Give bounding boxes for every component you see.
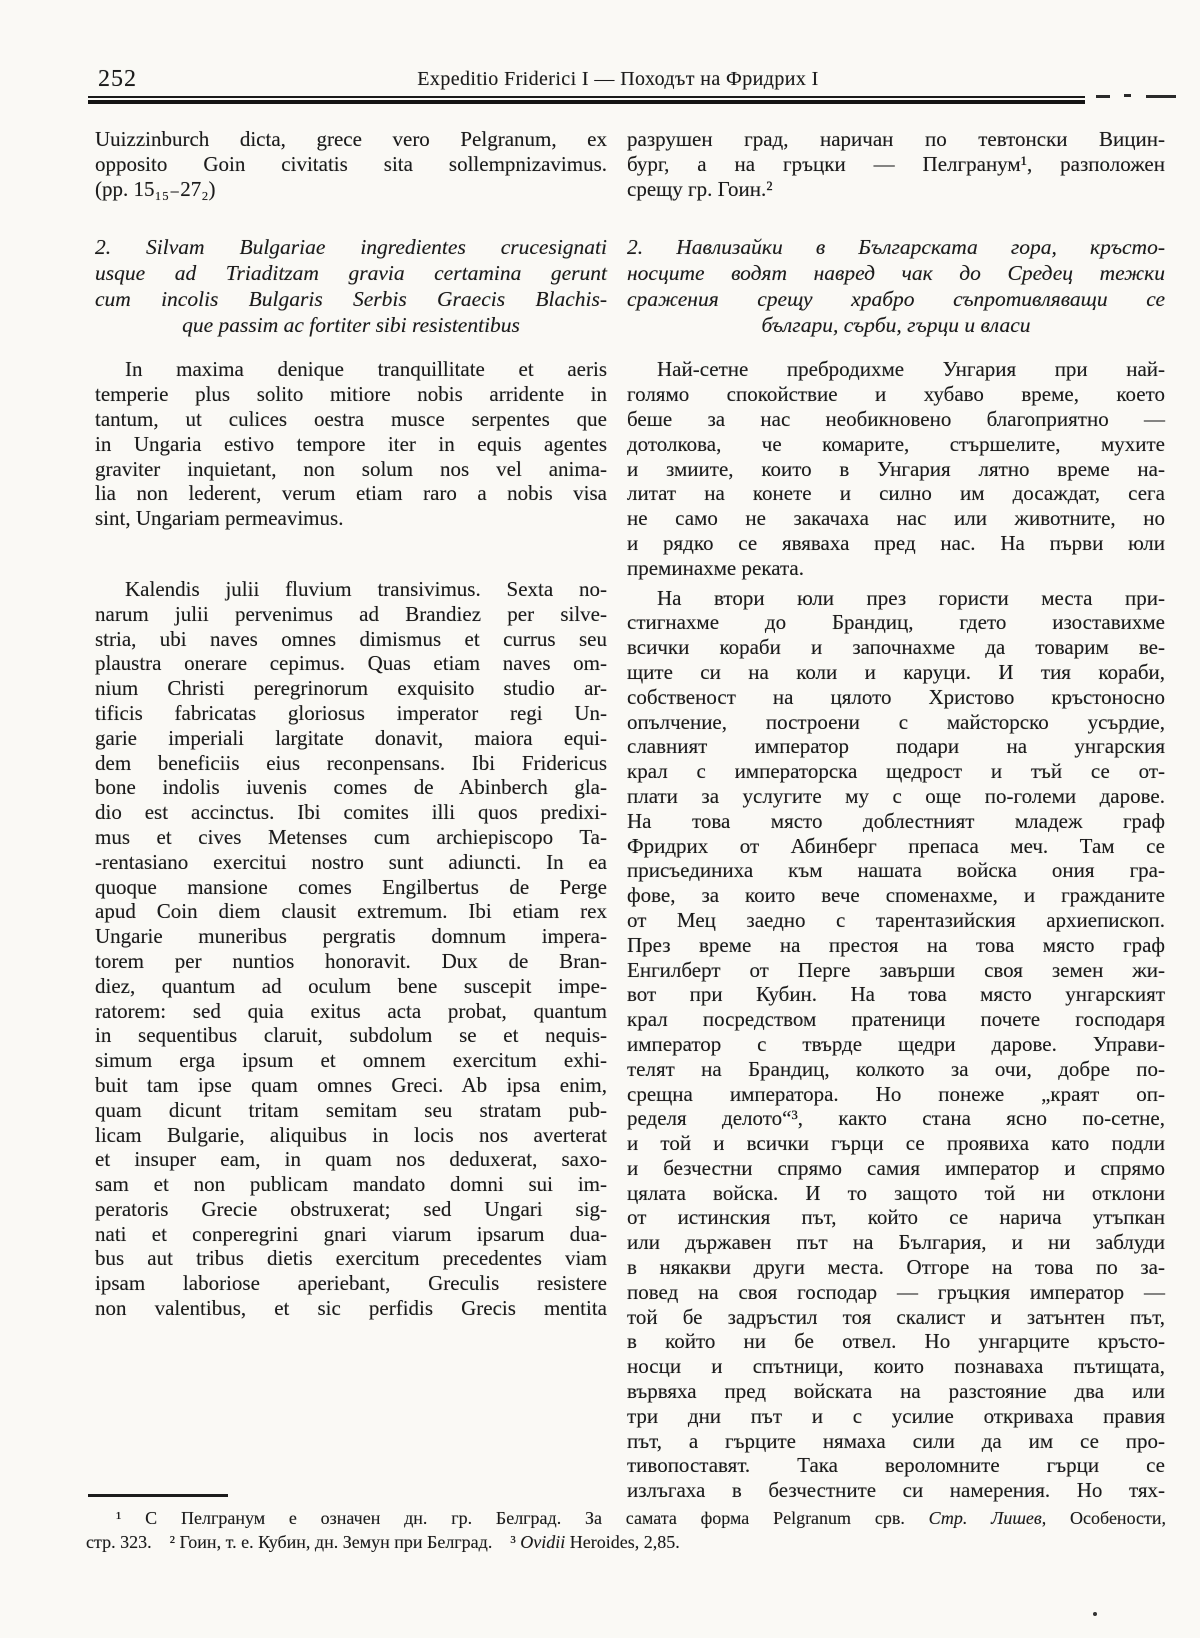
text-line: in Ungaria estivo tempore iter in equis agentes — [95, 431, 607, 456]
text-line: цялата войска. И то защото той ни отклони — [627, 1180, 1165, 1205]
footnote-italic-text: Ovidii — [520, 1532, 566, 1552]
text-line: телят на Брандиц, колкото за очи, добре по- — [627, 1056, 1165, 1081]
text-line: mus et cives Metenses cum archiepiscopo Ta- — [95, 824, 607, 849]
text-line: dio est accinctus. Ibi comites illi quos predixi- — [95, 800, 607, 825]
text-line: срещна императора. Но понеже „краят оп- — [627, 1081, 1165, 1106]
text-line: сражения срещу храбро съпротивляващи се — [627, 287, 1165, 312]
text-line: peratoris Grecie obstruxerat; sed Ungari sig- — [95, 1196, 607, 1221]
text-line: torem per nuntios honoravit. Dux de Bran- — [95, 948, 607, 973]
text-line: щите си на коли и каруци. И тия кораби, — [627, 659, 1165, 684]
text-line: вървяха пред войската на разстояние два или — [627, 1379, 1165, 1404]
text-line: apud Coin diem clausit extremum. Ibi etiam rex — [95, 899, 607, 924]
text-line: крал с императорска щедрост и тъй се от- — [627, 759, 1165, 784]
text-line: плати за услугите му с още по-големи дарове. — [627, 783, 1165, 808]
latin-paragraph-2 — [95, 577, 607, 1321]
text-line: diez, quantum ad oculum bene suscepit impe- — [95, 973, 607, 998]
bulgarian-column — [627, 127, 1165, 1503]
text-line: non valentibus, et sic perfidis Grecis mentita — [95, 1296, 607, 1321]
header-rule-thick — [88, 100, 1085, 104]
header-rule-thin — [88, 96, 1085, 98]
text-line: lia non lederent, verum etiam raro a nobis visa — [95, 481, 607, 506]
text-line: In maxima denique tranquillitate et aeris — [125, 357, 607, 382]
text-line: голямо спокойствие и хубаво време, което — [627, 382, 1165, 407]
text-line: разрушен град, наричан по тевтонски Вицин- — [627, 127, 1165, 151]
text-line: излъгаха в безчестните си намерения. Но тях- — [627, 1478, 1165, 1503]
text-line: българи, сърби, гърци и власи — [761, 313, 1031, 338]
text-line: Най-сетне пребродихме Унгария при най- — [657, 357, 1165, 382]
text-line: и безчестни спрямо самия император и спрямо — [627, 1155, 1165, 1180]
text-line: opposito Goin civitatis sita sollempnizavimus. — [95, 151, 607, 176]
text-line: всички кораби и започнахме да товарим ве- — [627, 635, 1165, 660]
latin-section-heading — [95, 234, 607, 338]
text-line: bus aut tribus dietis exercitum precedentes viam — [95, 1246, 607, 1271]
footnote-text: , Особености, — [1041, 1508, 1167, 1528]
footnote-text: стр. 323. — [86, 1532, 170, 1552]
footnote-line — [86, 1506, 1166, 1530]
text-line: stria, ubi naves omnes dimismus et currus seu — [95, 626, 607, 651]
footnote-separator — [88, 1494, 228, 1497]
text-line: Kalendis julii fluvium transivimus. Sexta no- — [125, 576, 607, 601]
text-line: носци и спътници, които познаваха пътищата, — [627, 1354, 1165, 1379]
bulgarian-continuation-paragraph — [627, 127, 1165, 201]
text-line: 2. Silvam Bulgariae ingredientes crucesignati — [95, 235, 607, 260]
footnote-text: ² Гоин, т. е. Кубин, дн. Земун при Белград. ³ — [169, 1532, 521, 1552]
text-line: sam et non publicam mandato domni sui im- — [95, 1172, 607, 1197]
text-line: quoque mansione comes Engilbertus de Perge — [95, 874, 607, 899]
bulgarian-paragraph-2 — [627, 586, 1165, 1503]
bulgarian-paragraph-1 — [627, 357, 1165, 580]
latin-paragraph-1 — [95, 357, 607, 531]
text-line: литат на конете и силно им досаждат, сега — [627, 481, 1165, 506]
footnote-italic-text: Стр. Лишев — [928, 1508, 1042, 1528]
scan-artifact-dash — [1146, 95, 1176, 98]
text-line: крал посредством пратеници почете господаря — [627, 1007, 1165, 1032]
text-line: в някакви други места. Отгоре на това по за- — [627, 1255, 1165, 1280]
text-line: Енгилберт от Перге завърши своя земен жи- — [627, 957, 1165, 982]
text-line: вот при Кубин. На това място унгарският — [627, 982, 1165, 1007]
text-line: in sequentibus claruit, subdolum se et nequis- — [95, 1023, 607, 1048]
text-line: фове, за които вече споменахме, и гражданите — [627, 883, 1165, 908]
text-line: temperie plus solito mitiore nobis arridente in — [95, 382, 607, 407]
text-line: ratorem: sed quia exitus acta probat, quantum — [95, 998, 607, 1023]
text-line: Uuizzinburch dicta, grece vero Pelgranum, ex — [95, 127, 607, 151]
text-line: не само не закачаха нас или животните, но — [627, 506, 1165, 531]
text-line: и змиите, които в Унгария лятно време на- — [627, 456, 1165, 481]
text-line: sint, Ungariam permeavimus. — [95, 506, 344, 531]
text-line: nium Christi peregrinorum exquisito studio ar- — [95, 676, 607, 701]
text-line: -rentasiano exercitui nostro sunt adiuncti. In ea — [95, 849, 607, 874]
footnote-text: ¹ С Пелгранум е означен дн. гр. Белград. За самата форма Pelgranum срв. — [116, 1508, 929, 1528]
text-line: quam dicunt tritam semitam seu stratam pub- — [95, 1097, 607, 1122]
text-line: buit tam ipse quam omnes Greci. Ab ipsa enim, — [95, 1072, 607, 1097]
text-line: narum julii pervenimus ad Brandiez per silve- — [95, 601, 607, 626]
text-line: dem beneficiis eius reconpensans. Ibi Fridericus — [95, 750, 607, 775]
text-line: ipsam laboriose aperiebant, Greculis resistere — [95, 1271, 607, 1296]
scan-artifact-dot — [1093, 1612, 1097, 1616]
text-line: опълчение, построени с майсторско усърдие, — [627, 709, 1165, 734]
footnote-text: Heroides, 2,85. — [565, 1532, 680, 1552]
text-line: Фридрих от Абинберг препаса меч. Там се — [627, 833, 1165, 858]
text-line: от Мец заедно с тарентазийския архиепископ. — [627, 907, 1165, 932]
text-line: повед на своя господар — гръцкия император — — [627, 1279, 1165, 1304]
text-line: tantum, ut culices oestra musce serpentes que — [95, 406, 607, 431]
latin-continuation-paragraph — [95, 127, 607, 201]
text-line: На това място доблестният младеж граф — [627, 808, 1165, 833]
text-line: стигнахме до Брандиц, гдето изоставихме — [627, 610, 1165, 635]
text-line: дотолкова, че комарите, стършелите, мухите — [627, 431, 1165, 456]
text-line: три дни път и с усилие откриваха правия — [627, 1403, 1165, 1428]
text-line: той бе задръстил тоя скалист и затънтен път, — [627, 1304, 1165, 1329]
text-line: срещу гр. Гоин.² — [627, 176, 773, 201]
text-line: 2. Навлизайки в Българската гора, кръсто- — [627, 235, 1165, 260]
text-line: славният император подари на унгарския — [627, 734, 1165, 759]
text-line: simum erga ipsum et omnem exercitum exhi- — [95, 1048, 607, 1073]
text-line: бург, а на гръцки — Пелгранум¹, разположен — [627, 151, 1165, 176]
latin-column — [95, 127, 607, 1321]
text-line: и рядко се явяваха пред нас. На първи юли — [627, 530, 1165, 555]
footnote-line — [86, 1530, 1166, 1554]
text-line: собственост на цялото Христово кръстоносно — [627, 684, 1165, 709]
text-line: cum incolis Bulgaris Serbis Graecis Blachis- — [95, 287, 607, 312]
text-line: На втори юли през гористи места при- — [657, 585, 1165, 610]
text-line: (pp. 15₁₅₋27₂) — [95, 176, 216, 201]
text-line: ределя делото“³, както стана ясно по-сетне, — [627, 1106, 1165, 1131]
text-line: присъединиха към нашата войска ония гра- — [627, 858, 1165, 883]
text-line: носците водят навред чак до Средец тежки — [627, 261, 1165, 286]
text-line: преминахме реката. — [627, 555, 804, 580]
text-line: graviter inquietant, non solum nos vel anima- — [95, 456, 607, 481]
text-line: plaustra onerare cepimus. Quas etiam naves om- — [95, 651, 607, 676]
text-line: тивопоставят. Така вероломните гърци се — [627, 1453, 1165, 1478]
scan-artifact-dash — [1096, 95, 1110, 98]
text-line: nati et conperegrini gnari viarum ipsarum dua- — [95, 1221, 607, 1246]
text-line: в който ни бе отвел. Но унгарците кръсто- — [627, 1329, 1165, 1354]
text-line: или държавен път на България, и ни заблуди — [627, 1230, 1165, 1255]
text-line: usque ad Triaditzam gravia certamina gerunt — [95, 261, 607, 286]
text-line: от истинския път, който се нарича утъпкан — [627, 1205, 1165, 1230]
text-line: et insuper eam, in quam nos deduxerat, saxo- — [95, 1147, 607, 1172]
bulgarian-section-heading — [627, 234, 1165, 338]
text-line: път, а гърците нямаха сили да им се про- — [627, 1428, 1165, 1453]
text-line: tificis fabricatas gloriosus imperator regi Un- — [95, 700, 607, 725]
text-line: garie imperiali largitate donavit, maiora equi- — [95, 725, 607, 750]
text-line: и той и всички гърци се проявиха като подли — [627, 1131, 1165, 1156]
footnotes — [86, 1506, 1166, 1554]
scan-artifact-dash — [1124, 94, 1131, 97]
text-line: Ungarie muneribus pergratis domnum impera- — [95, 924, 607, 949]
text-line: bone indolis iuvenis comes de Abinberch gla- — [95, 775, 607, 800]
page-number: 252 — [98, 66, 137, 92]
text-line: император с твърде щедри дарове. Управи- — [627, 1031, 1165, 1056]
text-line: През време на престоя на това място граф — [627, 932, 1165, 957]
text-line: licam Bulgarie, aliquibus in locis nos averterat — [95, 1122, 607, 1147]
text-line: беше за нас необикновено благоприятно — — [627, 406, 1165, 431]
text-line: que passim ac fortiter sibi resistentibus — [182, 313, 520, 338]
running-title: Expeditio Friderici I — Походът на Фридрих I — [417, 68, 819, 90]
